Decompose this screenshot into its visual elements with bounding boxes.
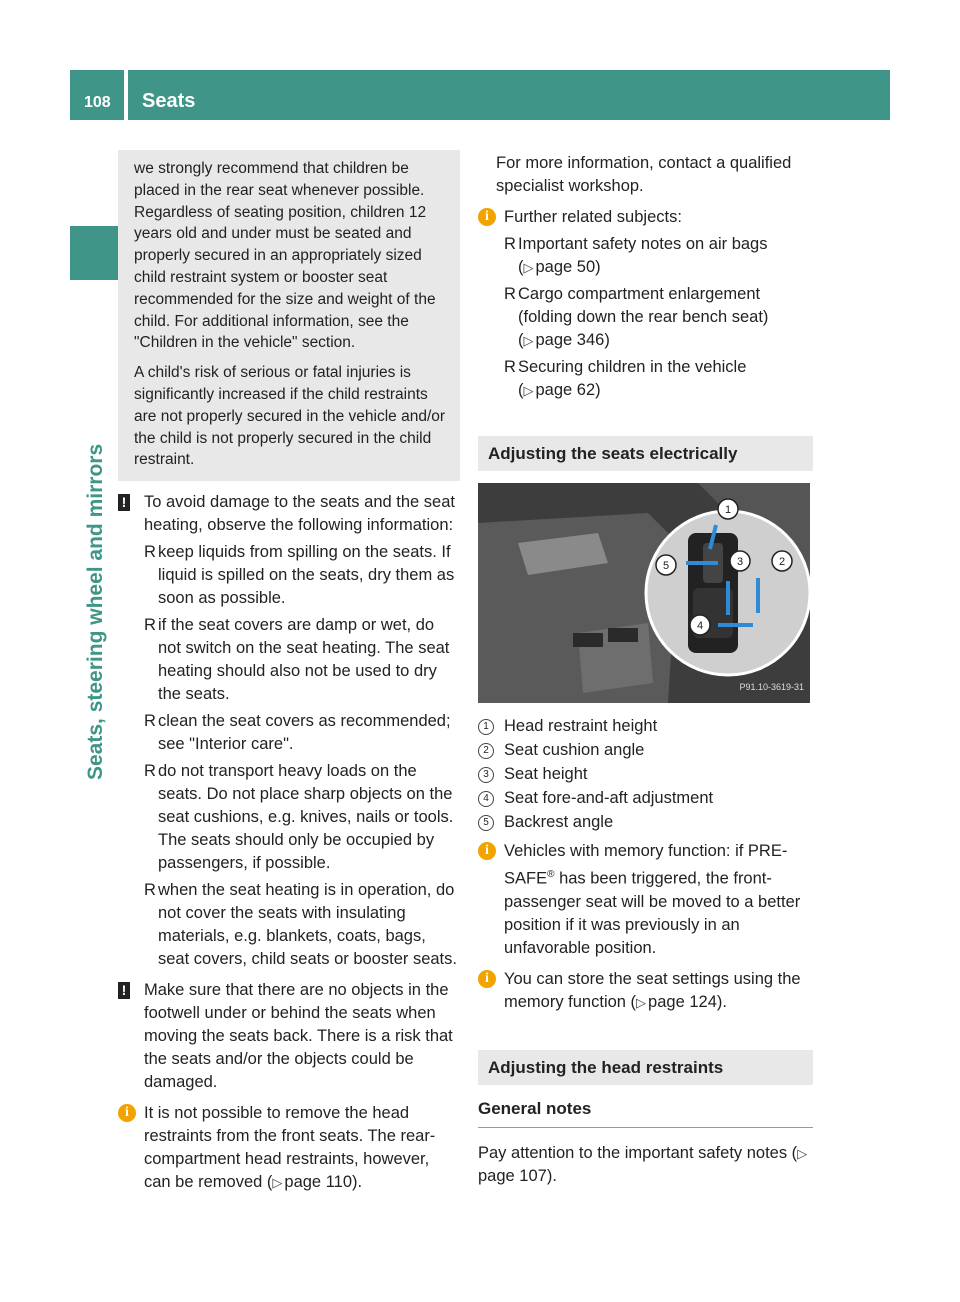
- page-ref-link[interactable]: page 110: [284, 1173, 353, 1192]
- notice-icon: !: [118, 494, 130, 511]
- list-item-text: when the seat heating is in operation, do not cover the seats with insulating materials, e.g. blankets, coats, bags, seat covers, child seats or booster seats.: [158, 881, 457, 969]
- bullet-marker: R: [504, 285, 516, 303]
- info-text: Vehicles with memory function: if PRE-SAFE: [504, 842, 788, 888]
- notice-text: Make sure that there are no objects in the footwell under or behind the seats when moving the seats back. There is a risk that the seats and/or the objects could be damaged.: [144, 981, 453, 1092]
- intro-text: For more information, contact a qualified specialist workshop.: [496, 154, 792, 195]
- callout-number: 2: [478, 743, 494, 759]
- figure-legend: [478, 715, 813, 834]
- page-ref-arrow-icon: ▷: [797, 1145, 808, 1161]
- section-heading-seats: Adjusting the seats electrically: [478, 436, 813, 471]
- page-ref-link[interactable]: page 346: [535, 331, 605, 349]
- general-text: Pay attention to the important safety notes (: [478, 1143, 798, 1162]
- legend-label: Seat height: [504, 765, 588, 783]
- svg-text:5: 5: [662, 560, 670, 572]
- header-bar: [128, 70, 890, 120]
- svg-text:4: 4: [696, 620, 704, 632]
- info-text: You can store the seat settings using the memory function (: [504, 969, 801, 1011]
- bullet-marker: R: [144, 543, 156, 562]
- legend-item: [478, 739, 813, 762]
- info-icon: i: [478, 208, 496, 226]
- general-text-end: ).: [546, 1166, 557, 1185]
- left-column: [118, 150, 460, 1202]
- page-ref-arrow-icon: ▷: [272, 1175, 283, 1191]
- info-head-restraints: [118, 1102, 460, 1194]
- legend-label: Backrest angle: [504, 813, 614, 831]
- info-text: Further related subjects:: [504, 208, 682, 226]
- svg-text:2: 2: [778, 556, 786, 568]
- notice-bullet-list: [144, 541, 460, 971]
- list-item-text: Securing children in the vehicle: [518, 358, 747, 376]
- warning-box: [118, 150, 460, 481]
- registered-mark: ®: [547, 869, 555, 880]
- info-text-end: has been triggered, the front-passenger seat will be moved to a better position if it was previously in an unfavorable position.: [504, 869, 801, 957]
- list-item-text: do not transport heavy loads on the seats. Do not place sharp objects on the seat cushions, e.g. knives, nails or tools. The seats should only be occupied by passengers, if possible.: [158, 762, 454, 873]
- legend-label: Seat cushion angle: [504, 741, 645, 759]
- bullet-marker: R: [504, 358, 516, 376]
- svg-text:3: 3: [736, 556, 744, 568]
- page-ref-arrow-icon: ▷: [523, 383, 534, 398]
- list-item-text: keep liquids from spilling on the seats. If liquid is spilled on the seats, dry them as soon as possible.: [158, 543, 455, 608]
- warning-paragraph: A child's risk of serious or fatal injuries is significantly increased if the child restraints are not properly secured in the vehicle and/or the child is not properly secured in the child restraint.: [134, 364, 446, 469]
- bullet-marker: R: [144, 762, 156, 781]
- info-text-end: ).: [352, 1173, 363, 1192]
- callout-number: 4: [478, 791, 494, 807]
- page-ref-arrow-icon: ▷: [523, 260, 534, 275]
- notice-footwell: [118, 979, 460, 1094]
- info-memory-presafe: [478, 840, 813, 960]
- legend-item: [478, 787, 813, 810]
- bullet-marker: R: [144, 712, 156, 731]
- info-icon: i: [118, 1104, 136, 1122]
- list-item: [144, 760, 460, 875]
- list-item: [144, 541, 460, 610]
- notice-text: To avoid damage to the seats and the seat heating, observe the following information:: [144, 493, 455, 535]
- page-ref-arrow-icon: ▷: [523, 333, 534, 348]
- page-number-box: [70, 70, 124, 120]
- list-item-text: Cargo compartment enlargement (folding down the rear bench seat): [518, 285, 769, 326]
- callout-number: 3: [478, 767, 494, 783]
- list-item: [144, 614, 460, 706]
- page-ref-link[interactable]: page 107: [478, 1166, 547, 1185]
- info-text: It is not possible to remove the head restraints from the front seats. The rear-compartment head restraints, however, can be removed (: [144, 1104, 436, 1192]
- page-number: 108: [84, 94, 111, 111]
- page-ref-link[interactable]: page 124: [648, 992, 717, 1011]
- list-item: [144, 879, 460, 971]
- info-related: [478, 206, 813, 402]
- info-text-end: ).: [716, 992, 727, 1011]
- general-notes-text: [478, 1142, 813, 1188]
- section-heading-head-restraints: Adjusting the head restraints: [478, 1050, 813, 1085]
- list-item: R Cargo compartment enlargement (folding down the rear bench seat) (▷ page 346): [504, 283, 813, 352]
- info-icon: i: [478, 970, 496, 988]
- subheading-general-notes: General notes: [478, 1097, 813, 1128]
- info-icon: i: [478, 842, 496, 860]
- list-item-text: clean the seat covers as recommended; see "Interior care".: [158, 712, 451, 754]
- legend-item: [478, 715, 813, 738]
- list-item: [144, 710, 460, 756]
- page-ref-link[interactable]: page 50: [535, 258, 596, 276]
- legend-label: Head restraint height: [504, 717, 658, 735]
- legend-item: [478, 763, 813, 786]
- door-panel-illustration: [478, 483, 810, 703]
- list-item-text: if the seat covers are damp or wet, do not switch on the seat heating. The seat heating should also not be used to dry the seats.: [158, 616, 450, 704]
- right-column: [478, 152, 813, 1188]
- svg-text:1: 1: [724, 504, 732, 516]
- legend-label: Seat fore-and-aft adjustment: [504, 789, 714, 807]
- bullet-marker: R: [144, 881, 156, 900]
- info-store-settings: [478, 968, 813, 1014]
- callout-number: 5: [478, 815, 494, 831]
- callout-number: 1: [478, 719, 494, 735]
- warning-paragraph: we strongly recommend that children be placed in the rear seat whenever possible. Regardless of seating position, children 12 years old and under must be seated and properly secured in an appropriately sized child restraint system or booster seat recommended for the size and weight of the child. For additional information, see the "Children in the vehicle" section.: [134, 160, 436, 352]
- list-item: R Important safety notes on air bags (▷ page 50): [504, 233, 813, 279]
- chapter-label: Seats, steering wheel and mirrors: [84, 443, 107, 780]
- list-item: R Securing children in the vehicle (▷ page 62): [504, 356, 813, 402]
- notice-seat-damage: [118, 491, 460, 971]
- page-ref-link[interactable]: page 62: [535, 381, 596, 399]
- bullet-marker: R: [504, 235, 516, 253]
- page-ref-arrow-icon: ▷: [636, 994, 647, 1010]
- figure-code: P91.10-3619-31: [739, 682, 804, 692]
- notice-icon: !: [118, 982, 130, 999]
- legend-item: [478, 811, 813, 834]
- seat-controls-figure: [478, 483, 810, 703]
- list-item-text: Important safety notes on air bags: [518, 235, 768, 253]
- page-title: Seats: [142, 90, 196, 112]
- bullet-marker: R: [144, 616, 156, 635]
- related-list: [504, 233, 813, 402]
